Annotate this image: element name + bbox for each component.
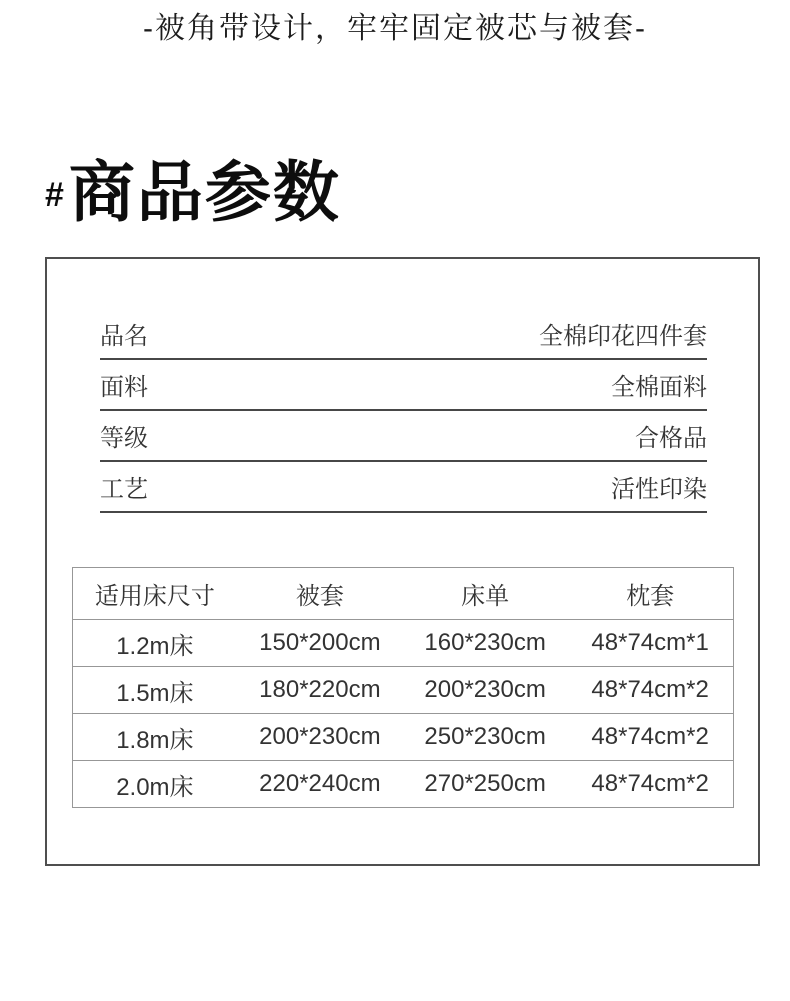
size-table-row: [72, 667, 733, 714]
spec-value: 全棉印花四件套: [539, 323, 707, 350]
size-table-row: [72, 714, 733, 761]
size-table-header: 适用床尺寸: [72, 568, 237, 620]
size-table-header: 床单: [403, 568, 568, 620]
size-table-cell: 48*74cm*2: [568, 667, 733, 714]
spec-label: 工艺: [100, 476, 148, 503]
size-chart-table: [72, 567, 734, 808]
size-table-cell: 48*74cm*2: [568, 761, 733, 808]
product-parameters-panel: [45, 257, 760, 866]
size-table-cell: 200*230cm: [403, 667, 568, 714]
size-table-cell: 180*220cm: [237, 667, 402, 714]
size-table-header-row: [72, 568, 733, 620]
size-table-header: 枕套: [568, 568, 733, 620]
size-table-cell: 270*250cm: [403, 761, 568, 808]
spec-value: 全棉面料: [611, 374, 707, 401]
spec-label: 等级: [100, 425, 148, 452]
tagline-text: -被角带设计，牢牢固定被芯与被套-: [143, 12, 647, 45]
size-table-cell: 2.0m床: [72, 761, 237, 808]
size-table-cell: 160*230cm: [403, 620, 568, 667]
size-table-row: [72, 620, 733, 667]
spec-row: [100, 360, 707, 411]
size-table-cell: 1.8m床: [72, 714, 237, 761]
size-table-cell: 1.2m床: [72, 620, 237, 667]
section-heading: [45, 155, 790, 229]
size-table-cell: 220*240cm: [237, 761, 402, 808]
spec-row: [100, 462, 707, 513]
spec-value: 活性印染: [611, 476, 707, 503]
size-table-cell: 250*230cm: [403, 714, 568, 761]
size-table-cell: 150*200cm: [237, 620, 402, 667]
size-table-cell: 48*74cm*1: [568, 620, 733, 667]
size-table-cell: 48*74cm*2: [568, 714, 733, 761]
size-table-cell: 200*230cm: [237, 714, 402, 761]
page-title: 商品参数: [68, 155, 341, 229]
spec-value: 合格品: [635, 425, 707, 452]
spec-list: [47, 309, 758, 513]
spec-row: [100, 309, 707, 360]
heading-hash-mark: #: [45, 176, 64, 214]
spec-row: [100, 411, 707, 462]
size-table-cell: 1.5m床: [72, 667, 237, 714]
spec-label: 品名: [100, 323, 148, 350]
spec-label: 面料: [100, 374, 148, 401]
size-table-row: [72, 761, 733, 808]
size-table-header: 被套: [237, 568, 402, 620]
